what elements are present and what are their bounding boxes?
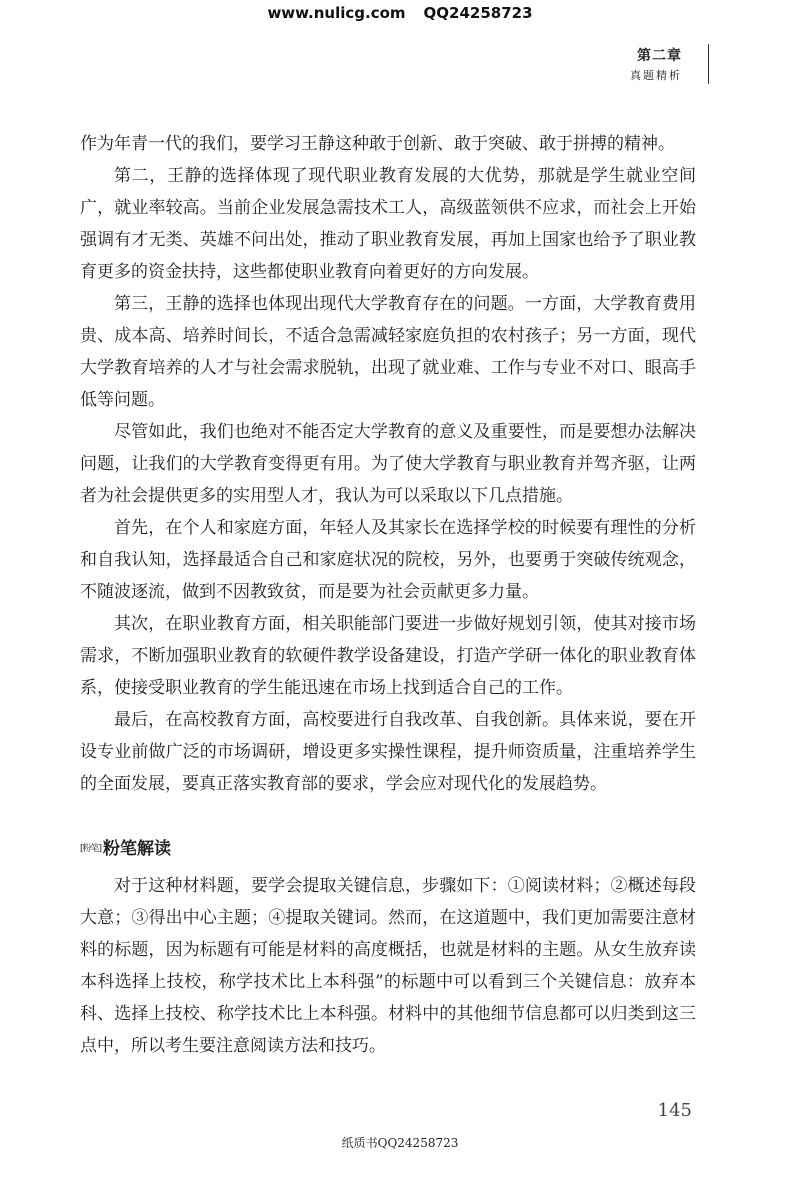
page-body bbox=[80, 128, 696, 1062]
paragraph: 最后，在高校教育方面，高校要进行自我改革、自我创新。具体来说，要在开设专业前做广泛的市场调研，增设更多实操性课程，提升师资质量，注重培养学生的全面发展，要真正落实教育部的要求，学会应对现代化的发展趋势。 bbox=[80, 710, 696, 794]
page-number: 145 bbox=[657, 1100, 692, 1121]
paragraph: 第二，王静的选择体现了现代职业教育发展的大优势，那就是学生就业空间广，就业率较高。当前企业发展急需技术工人，高级蓝领供不应求，而社会上开始强调有才无类、英雄不问出处，推动了职业教育发展，再加上国家也给予了职业教育更多的资金扶持，这些都使职业教育向着更好的方向发展。 bbox=[80, 166, 696, 282]
section-label: 真题精析 bbox=[630, 69, 682, 82]
bottom-watermark: 纸质书QQ24258723 bbox=[341, 1136, 459, 1150]
paragraph: 其次，在职业教育方面，相关职能部门要进一步做好规划引领，使其对接市场需求，不断加强职业教育的软硬件教学设备建设，打造产学研一体化的职业教育体系，使接受职业教育的学生能迅速在市场上找到适合自己的工作。 bbox=[80, 614, 696, 698]
paragraph: 尽管如此，我们也绝对不能否定大学教育的意义及重要性，而是要想办法解决问题，让我们的大学教育变得更有用。为了使大学教育与职业教育并驾齐驱，让两者为社会提供更多的实用型人才，我认为可以采取以下几点措施。 bbox=[80, 422, 696, 506]
section-heading bbox=[80, 834, 696, 864]
chapter-label: 第二章 bbox=[637, 48, 682, 64]
paragraph: 第三，王静的选择也体现出现代大学教育存在的问题。一方面，大学教育费用贵、成本高、培养时间长，不适合急需减轻家庭负担的农村孩子；另一方面，现代大学教育培养的人才与社会需求脱轨，出现了就业难、工作与专业不对口、眼高手低等问题。 bbox=[80, 294, 696, 410]
header-divider bbox=[708, 44, 709, 84]
section-title: 粉笔解读 bbox=[103, 839, 172, 859]
paragraph-continued: 作为年青一代的我们，要学习王静这种敢于创新、敢于突破、敢于拼搏的精神。 bbox=[80, 134, 675, 154]
paragraph: 首先，在个人和家庭方面，年轻人及其家长在选择学校的时候要有理性的分析和自我认知，选择最适合自己和家庭状况的院校，另外，也要勇于突破传统观念，不随波逐流，做到不因教致贫，而是要为社会贡献更多力量。 bbox=[80, 518, 696, 602]
watermark-qq: QQ24258723 bbox=[423, 4, 533, 22]
analysis-paragraph: 对于这种材料题，要学会提取关键信息，步骤如下：①阅读材料；②概述每段大意；③得出中心主题；④提取关键词。然而，在这道题中，我们更加需要注意材料的标题，因为标题有可能是材料的高度概括，也就是材料的主题。从女生放弃读本科选择上技校，称学技术比上本科强”的标题中可以看到三个关键信息：放弃本科、选择上技校、称学技术比上本科强。材料中的其他细节信息都可以归类到这三点中，所以考生要注意阅读方法和技巧。 bbox=[80, 876, 696, 1056]
watermark-site: www.nulicg.com bbox=[267, 4, 406, 22]
fenbi-logo-icon: [粉笔] bbox=[80, 844, 102, 854]
running-head bbox=[630, 46, 682, 86]
top-watermark bbox=[0, 4, 800, 22]
